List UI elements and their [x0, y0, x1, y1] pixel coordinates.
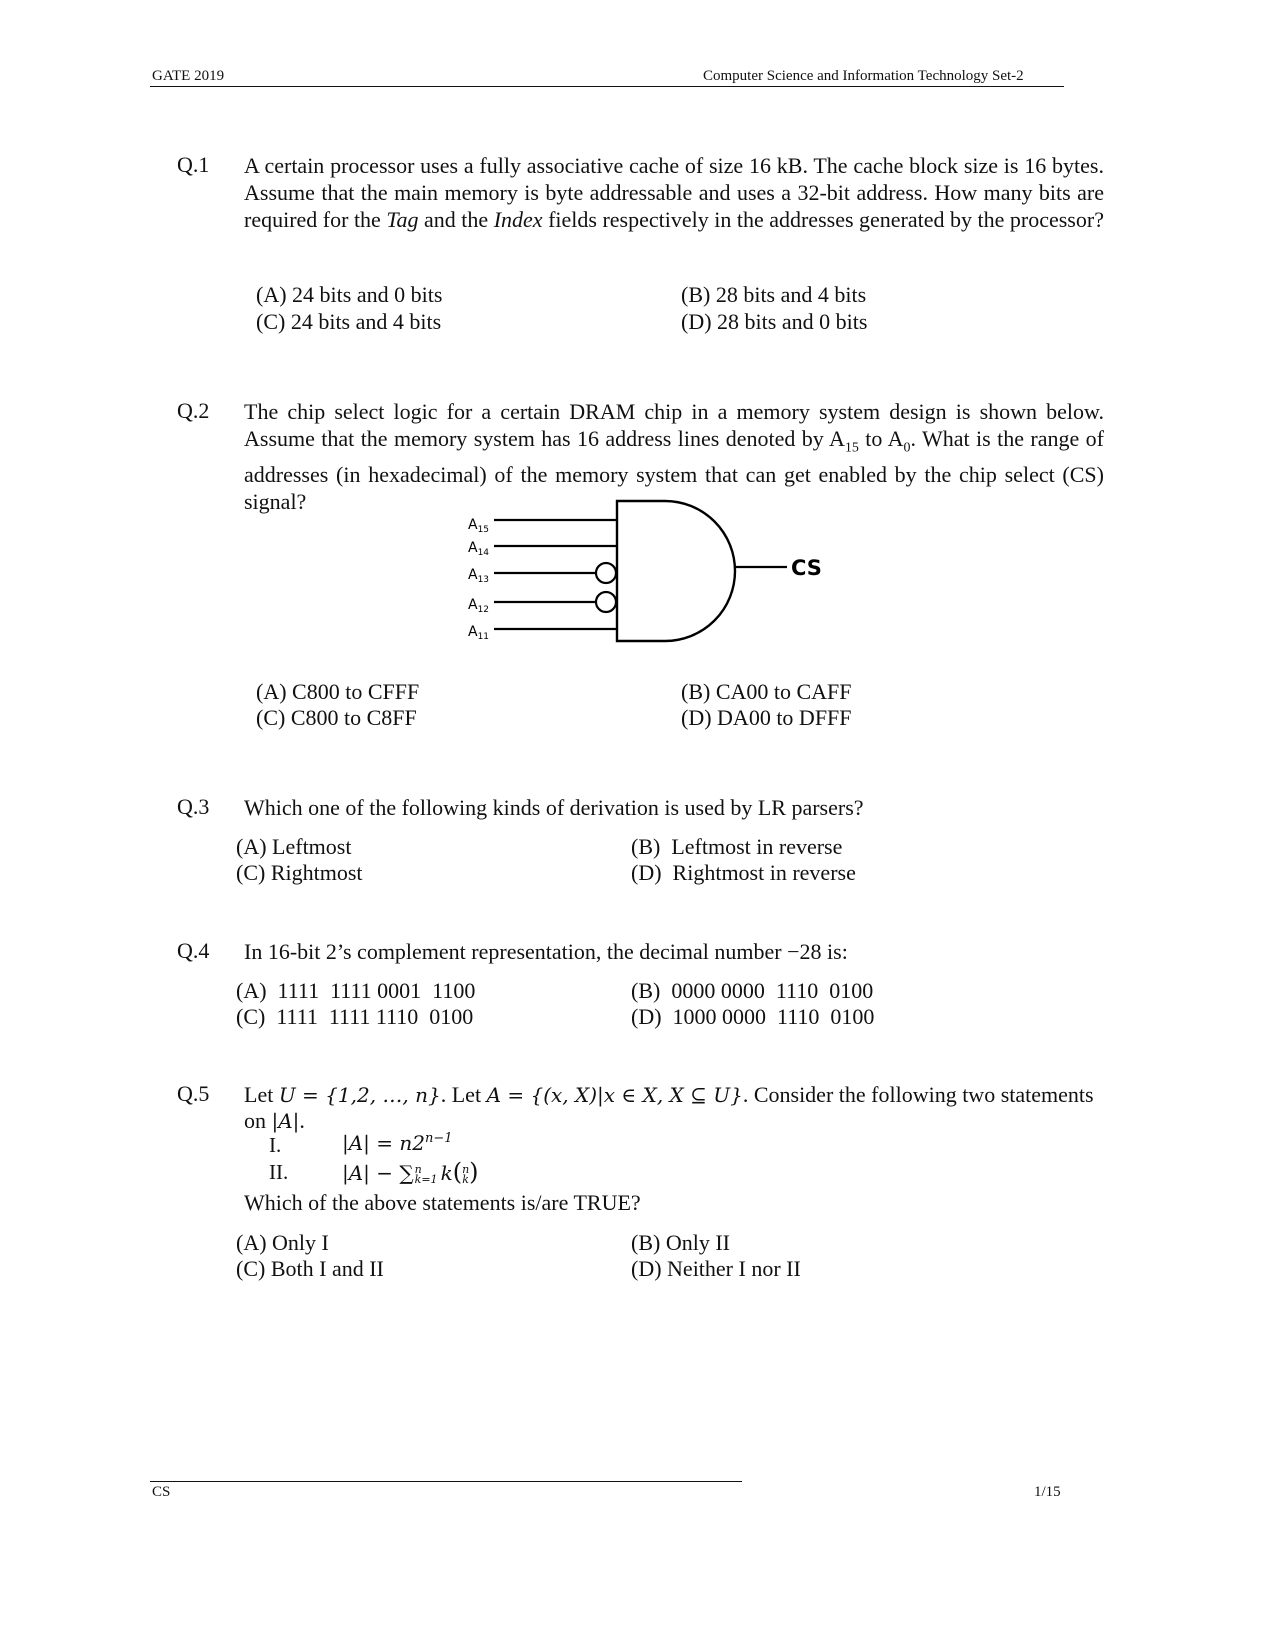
q1-option-b: (B) 28 bits and 4 bits: [681, 282, 867, 307]
question-text-1: A certain processor uses a fully associative cache of size 16 kB. The cache block size is 16 bytes. Assume that the main memory is byte addressable and uses a 32-bit address. How many bits are required for the Tag and the Index fields respectively in the addresses generated by the processor?: [244, 153, 1104, 232]
question-text-5-line1: Let U = {1,2, …, n}. Let A = {(x, X)|x ∈ X, X ⊆ U}. Consider the following two statements: [244, 1082, 1094, 1107]
statement-1-formula: $|A| = n2^{n-1}$: [342, 1131, 453, 1155]
question-text-3: Which one of the following kinds of derivation is used by LR parsers?: [244, 795, 864, 820]
q2-option-b: (B) CA00 to CAFF: [681, 679, 852, 704]
q3-option-b: (B) Leftmost in reverse: [631, 834, 843, 859]
q1-option-a: (A) 24 bits and 0 bits: [256, 282, 443, 307]
q4-option-c: (C) 1111 1111 1110 0100: [236, 1004, 474, 1029]
question-text-4: In 16-bit 2’s complement representation, the decimal number −28 is:: [244, 939, 848, 964]
input-label-a14: $A_{14}$: [468, 540, 490, 558]
q5-option-c: (C) Both I and II: [236, 1256, 384, 1281]
question-text-2: The chip select logic for a certain DRAM chip in a memory system design is shown below. Assume that the memory system has 16 address lines denoted by $A_{15}$ to $A_0$. What is the range of addresses (in hexadecimal) of the memory system that can get enabled by the chip select (CS) signal?: [244, 399, 1104, 515]
q2-option-c: (C) C800 to C8FF: [256, 705, 417, 730]
question-5-prompt: Which of the above statements is/are TRUE?: [244, 1190, 641, 1215]
footer-rule: [150, 1481, 742, 1482]
q3-option-c: (C) Rightmost: [236, 860, 363, 885]
q5-option-d: (D) Neither I nor II: [631, 1256, 801, 1281]
statement-label-1: I.: [269, 1133, 282, 1157]
footer-page-number: 1/15: [1034, 1484, 1061, 1500]
header-exam-title: GATE 2019: [152, 68, 225, 84]
chip-select-and-gate-diagram: [460, 496, 840, 656]
and-gate-body: [617, 501, 735, 641]
inverter-bubble-a12: [596, 592, 616, 612]
q2-option-d: (D) DA00 to DFFF: [681, 705, 852, 730]
q4-option-a: (A) 1111 1111 0001 1100: [236, 978, 476, 1003]
question-number-5: Q.5: [177, 1081, 210, 1106]
question-number-3: Q.3: [177, 794, 210, 819]
question-text-5-line2: on |A|.: [244, 1108, 305, 1133]
input-label-a15: $A_{15}$: [468, 517, 490, 535]
q4-option-d: (D) 1000 0000 1110 0100: [631, 1004, 875, 1029]
q5-option-b: (B) Only II: [631, 1230, 730, 1255]
question-number-1: Q.1: [177, 152, 210, 177]
footer-subject-code: CS: [152, 1484, 171, 1500]
question-number-4: Q.4: [177, 938, 210, 963]
question-number-2: Q.2: [177, 398, 210, 423]
input-label-a11: $A_{11}$: [468, 624, 490, 642]
header-rule: [150, 86, 1064, 87]
q5-option-a: (A) Only I: [236, 1230, 329, 1255]
q2-option-a: (A) C800 to CFFF: [256, 679, 420, 704]
header-paper-title: Computer Science and Information Technology Set-2: [703, 68, 1024, 84]
statement-2-formula: |A| − ∑ n k=1 k( n k ): [342, 1158, 479, 1187]
input-label-a12: $A_{12}$: [468, 597, 490, 615]
q3-option-a: (A) Leftmost: [236, 834, 352, 859]
q1-option-c: (C) 24 bits and 4 bits: [256, 309, 442, 334]
q3-option-d: (D) Rightmost in reverse: [631, 860, 856, 885]
inverter-bubble-a13: [596, 563, 616, 583]
output-label-cs: CS: [791, 556, 822, 580]
statement-label-2: II.: [269, 1160, 289, 1184]
input-label-a13: $A_{13}$: [468, 567, 490, 585]
q1-option-d: (D) 28 bits and 0 bits: [681, 309, 868, 334]
q4-option-b: (B) 0000 0000 1110 0100: [631, 978, 874, 1003]
